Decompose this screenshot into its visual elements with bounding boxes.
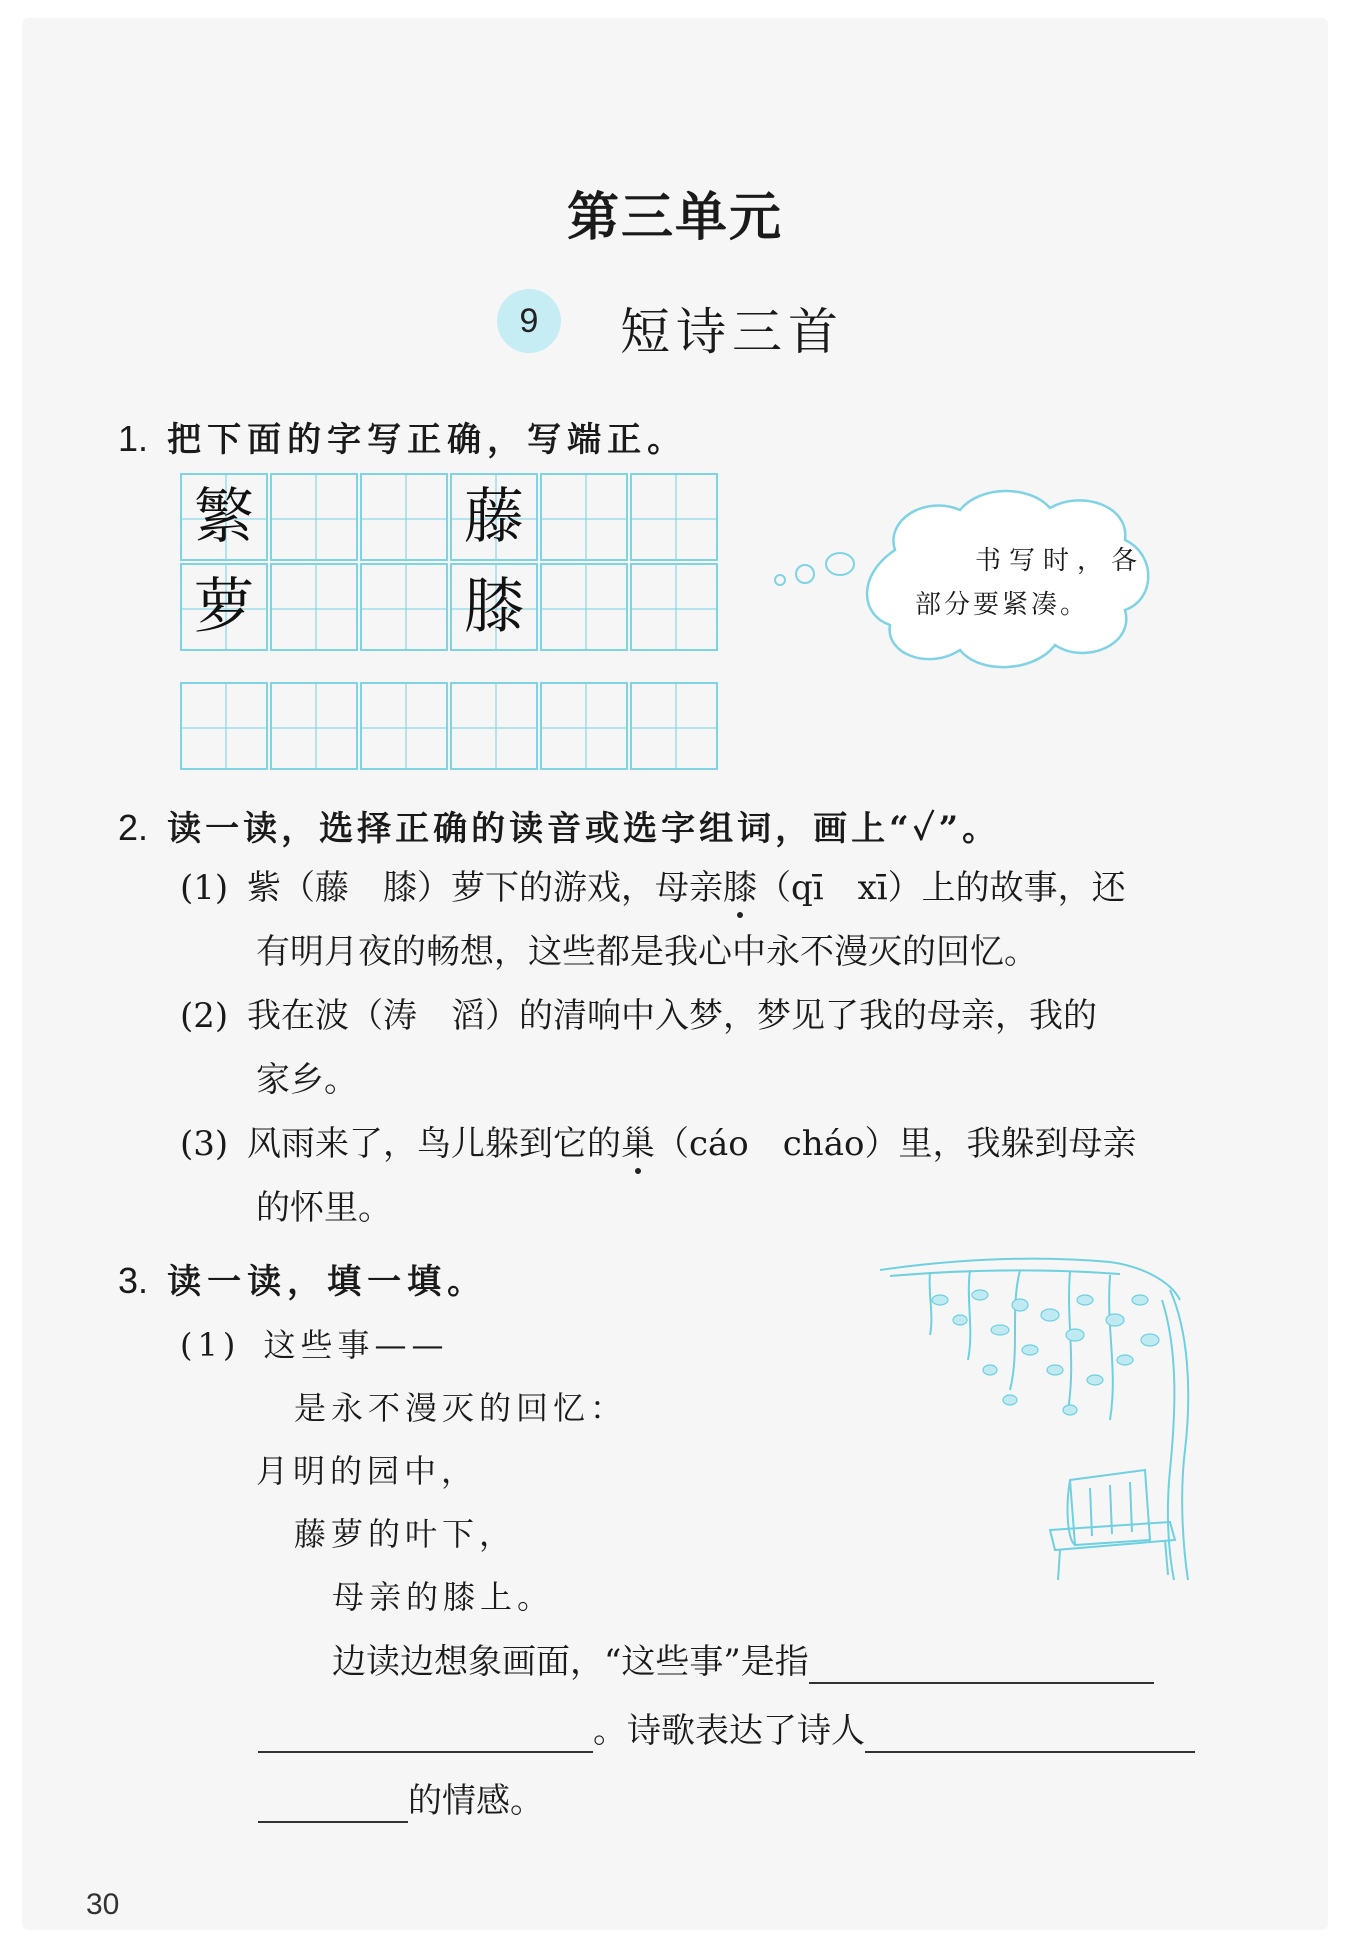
wisteria-chair-illustration	[870, 1240, 1230, 1600]
unit-title: 第三单元	[566, 188, 783, 248]
answer-blank[interactable]	[865, 1711, 1195, 1753]
lesson-title: 短诗三首	[620, 303, 844, 361]
grid-cell[interactable]	[270, 473, 358, 561]
q3-fill-line-2	[258, 1709, 1195, 1753]
tip-line-2: 部分要紧凑。	[915, 590, 1090, 620]
q2-text: 读一读，选择正确的读音或选字组词，画上“✓”。	[167, 809, 1001, 849]
q3-text: 读一读，填一填。	[167, 1262, 488, 1302]
item-text: （cáo cháo）里，我躲到母亲	[654, 1124, 1137, 1164]
poem-line: 是永不漫灭的回忆：	[294, 1389, 628, 1427]
grid-cell[interactable]	[270, 563, 358, 651]
q1-text: 把下面的字写正确，写端正。	[167, 420, 688, 460]
grid-cell[interactable]	[270, 682, 358, 770]
answer-blank[interactable]	[809, 1642, 1154, 1684]
grid-cell[interactable]: 膝	[450, 563, 538, 651]
grid-cell[interactable]	[450, 682, 538, 770]
grid-cell[interactable]: 萝	[180, 563, 268, 651]
poem-line: 藤萝的叶下，	[294, 1515, 517, 1553]
answer-blank[interactable]	[258, 1781, 408, 1823]
grid-cell[interactable]	[540, 682, 628, 770]
grid-cell[interactable]: 藤	[450, 473, 538, 561]
q2-heading	[118, 801, 1000, 850]
dotted-char: 膝	[722, 868, 757, 908]
grid-cell[interactable]	[360, 682, 448, 770]
q2-item-1-line-2: 有明月夜的畅想，这些都是我心中永不漫灭的回忆。	[256, 932, 1038, 972]
poem-line: 母亲的膝上。	[332, 1578, 555, 1616]
grid-cell[interactable]	[360, 563, 448, 651]
poem-line: 月明的园中，	[256, 1452, 479, 1490]
q3-fill-line-1	[332, 1640, 1154, 1684]
q3-sub-1	[180, 1320, 449, 1366]
q1-heading	[118, 412, 687, 461]
thought-bubble-icon	[765, 480, 1165, 680]
item-label: (1)	[180, 868, 229, 908]
q3-number: 3.	[118, 1260, 149, 1301]
q3-fill-line-3	[258, 1779, 544, 1823]
grid-cell[interactable]	[540, 563, 628, 651]
fill-text: 的情感。	[408, 1781, 544, 1821]
grid-cell[interactable]: 繁	[180, 473, 268, 561]
item-text: （qī xī）上的故事，还	[756, 868, 1126, 908]
item-text: 紫（藤 膝）萝下的游戏，母亲	[246, 868, 723, 908]
q2-item-3-line-1	[180, 1122, 1136, 1166]
page-number: 30	[86, 1888, 120, 1921]
poem-line: 这些事——	[263, 1326, 449, 1364]
item-label: (2)	[180, 996, 229, 1036]
q2-item-3-line-2: 的怀里。	[256, 1188, 392, 1228]
q2-item-2-line-1	[180, 994, 1097, 1038]
tip-line-1: 书写时，各	[975, 546, 1146, 576]
item-text: 我在波（涛 滔）的清响中入梦，梦见了我的母亲，我的	[246, 996, 1097, 1036]
item-label: (1)	[180, 1326, 241, 1364]
q2-item-1-line-1	[180, 866, 1126, 910]
q2-number: 2.	[118, 807, 149, 848]
grid-cell[interactable]	[180, 682, 268, 770]
grid-cell[interactable]	[630, 473, 718, 561]
grid-cell[interactable]	[540, 473, 628, 561]
answer-blank[interactable]	[258, 1711, 593, 1753]
fill-text: 边读边想象画面，“这些事”是指	[332, 1642, 809, 1682]
q1-number: 1.	[118, 418, 149, 459]
item-label: (3)	[180, 1124, 229, 1164]
q2-item-2-line-2: 家乡。	[256, 1060, 358, 1100]
dotted-char: 巢	[620, 1124, 655, 1164]
grid-cell[interactable]	[630, 563, 718, 651]
fill-text: 。诗歌表达了诗人	[593, 1711, 865, 1751]
grid-cell[interactable]	[360, 473, 448, 561]
q3-heading	[118, 1254, 487, 1303]
lesson-number-badge: 9	[497, 289, 561, 353]
grid-cell[interactable]	[630, 682, 718, 770]
item-text: 风雨来了，鸟儿躲到它的	[246, 1124, 621, 1164]
